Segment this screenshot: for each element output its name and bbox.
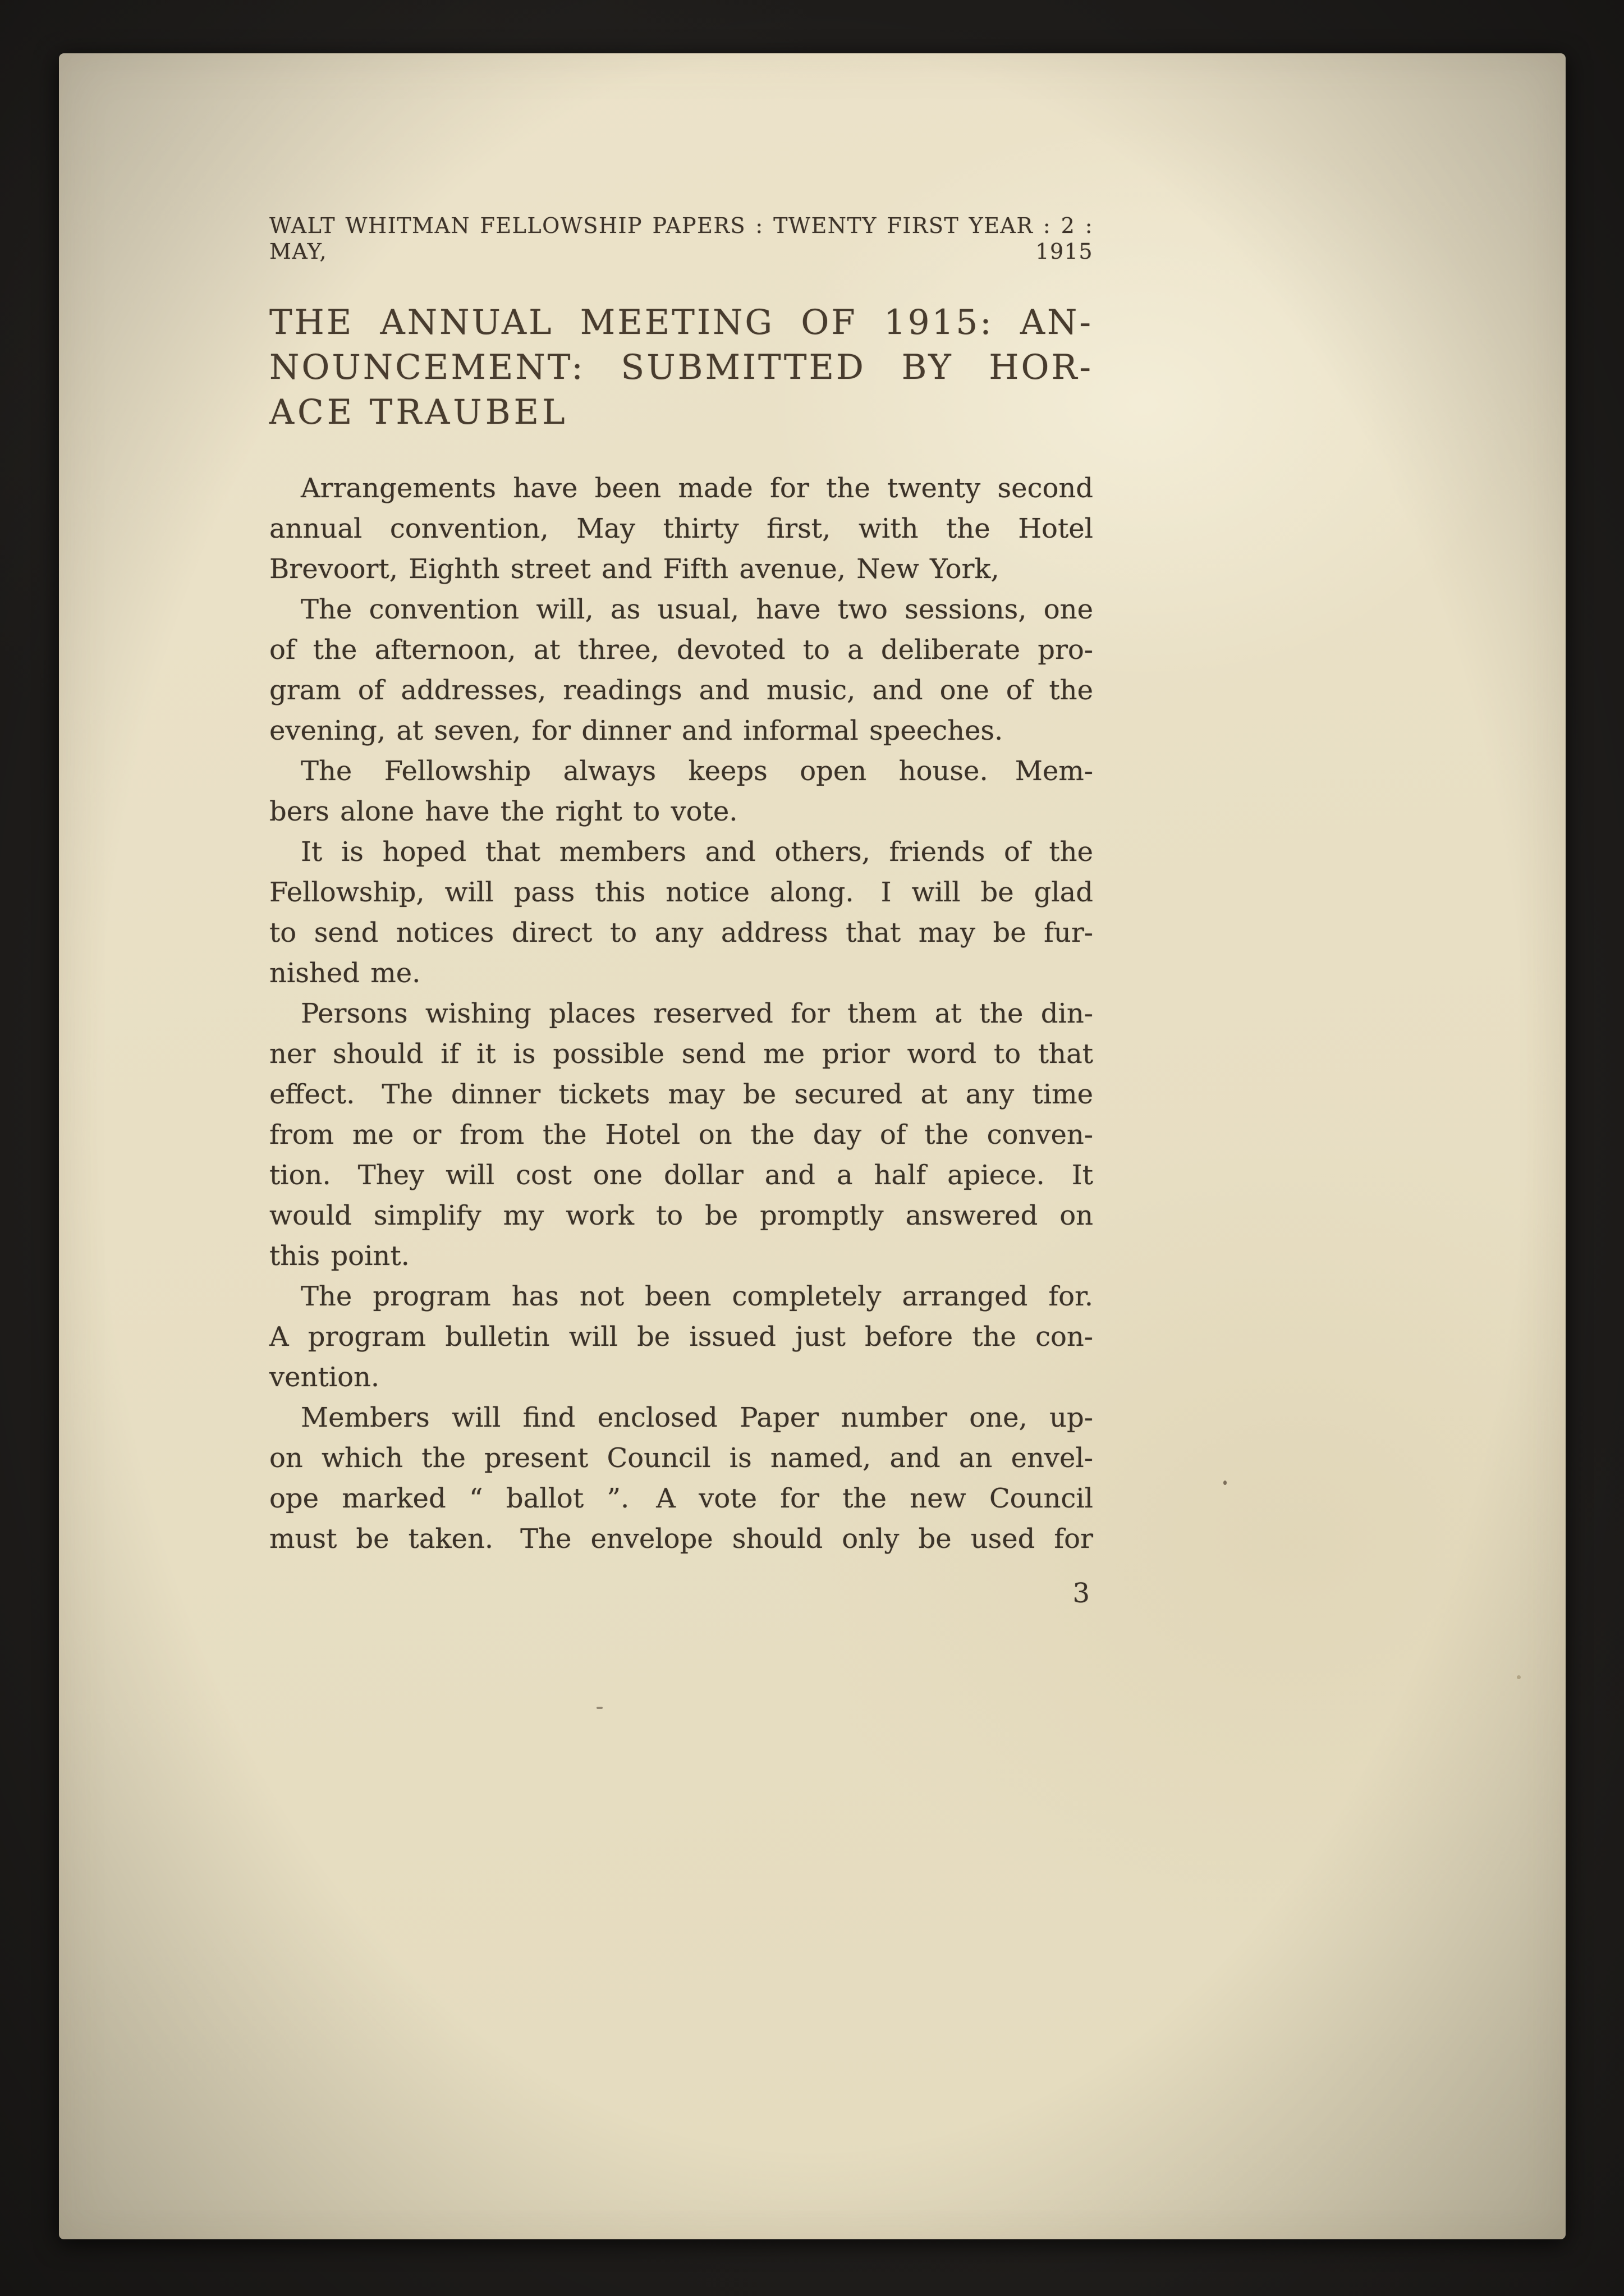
body-line: evening, at seven, for dinner and informal speeches. — [269, 715, 1003, 746]
body-line: to send notices direct to any address that may be fur- — [269, 917, 1093, 948]
body-line: must be taken. The envelope should only be used for — [269, 1523, 1093, 1555]
body-line: effect. The dinner tickets may be secured at any time — [269, 1079, 1093, 1110]
body-line: tion. They will cost one dollar and a half apiece. It — [269, 1160, 1093, 1191]
title-line: NOUNCEMENT: SUBMITTED BY HOR- — [269, 347, 1093, 387]
body-line: Fellowship, will pass this notice along. I will be glad — [269, 877, 1093, 908]
body-line: bers alone have the right to vote. — [269, 796, 738, 827]
body-line: Members will find enclosed Paper number one, up- — [301, 1402, 1093, 1433]
paper-speck — [1223, 1481, 1227, 1485]
body-line: The convention will, as usual, have two sessions, one — [301, 594, 1093, 625]
body-line: It is hoped that members and others, friends of the — [301, 836, 1093, 868]
body-line: from me or from the Hotel on the day of the conven- — [269, 1119, 1093, 1151]
body-line: Arrangements have been made for the twenty second — [301, 473, 1093, 504]
journal-masthead: WALT WHITMAN FELLOWSHIP PAPERS : TWENTY FIRST YEAR : 2 : MAY, 1915 — [269, 213, 1093, 264]
body-line: ope marked “ ballot ”. A vote for the new Council — [269, 1483, 1093, 1514]
article-title — [269, 300, 1093, 435]
body-line: gram of addresses, readings and music, and one of the — [269, 675, 1093, 706]
title-line: ACE TRAUBEL — [269, 392, 568, 432]
paper-speck — [1517, 1675, 1521, 1679]
title-line: THE ANNUAL MEETING OF 1915: AN- — [269, 303, 1093, 342]
body-line: A program bulletin will be issued just before the con- — [269, 1321, 1093, 1353]
article-body — [269, 468, 1093, 1559]
paragraph — [269, 832, 1093, 993]
body-line: annual convention, May thirty first, with the Hotel — [269, 513, 1093, 544]
paragraph — [269, 993, 1093, 1276]
body-line: Brevoort, Eighth street and Fifth avenue, New York, — [269, 553, 999, 585]
body-line: Persons wishing places reserved for them at the din- — [301, 998, 1093, 1029]
paragraph — [269, 589, 1093, 751]
body-line: ner should if it is possible send me prior word to that — [269, 1038, 1093, 1070]
body-line: would simplify my work to be promptly answered on — [269, 1200, 1093, 1231]
body-line: this point. — [269, 1240, 410, 1272]
body-line: nished me. — [269, 957, 421, 989]
paragraph — [269, 468, 1093, 589]
paragraph — [269, 751, 1093, 832]
body-line: of the afternoon, at three, devoted to a deliberate pro- — [269, 634, 1093, 666]
document-page — [59, 53, 1566, 2239]
body-line: The Fellowship always keeps open house. Mem- — [301, 755, 1093, 787]
paragraph — [269, 1397, 1093, 1559]
body-line: The program has not been completely arranged for. — [301, 1281, 1093, 1312]
paper-speck — [597, 1707, 603, 1709]
page-number: 3 — [1072, 1578, 1090, 1609]
paragraph — [269, 1276, 1093, 1397]
body-line: on which the present Council is named, and an envel- — [269, 1442, 1093, 1474]
body-line: vention. — [269, 1362, 380, 1393]
